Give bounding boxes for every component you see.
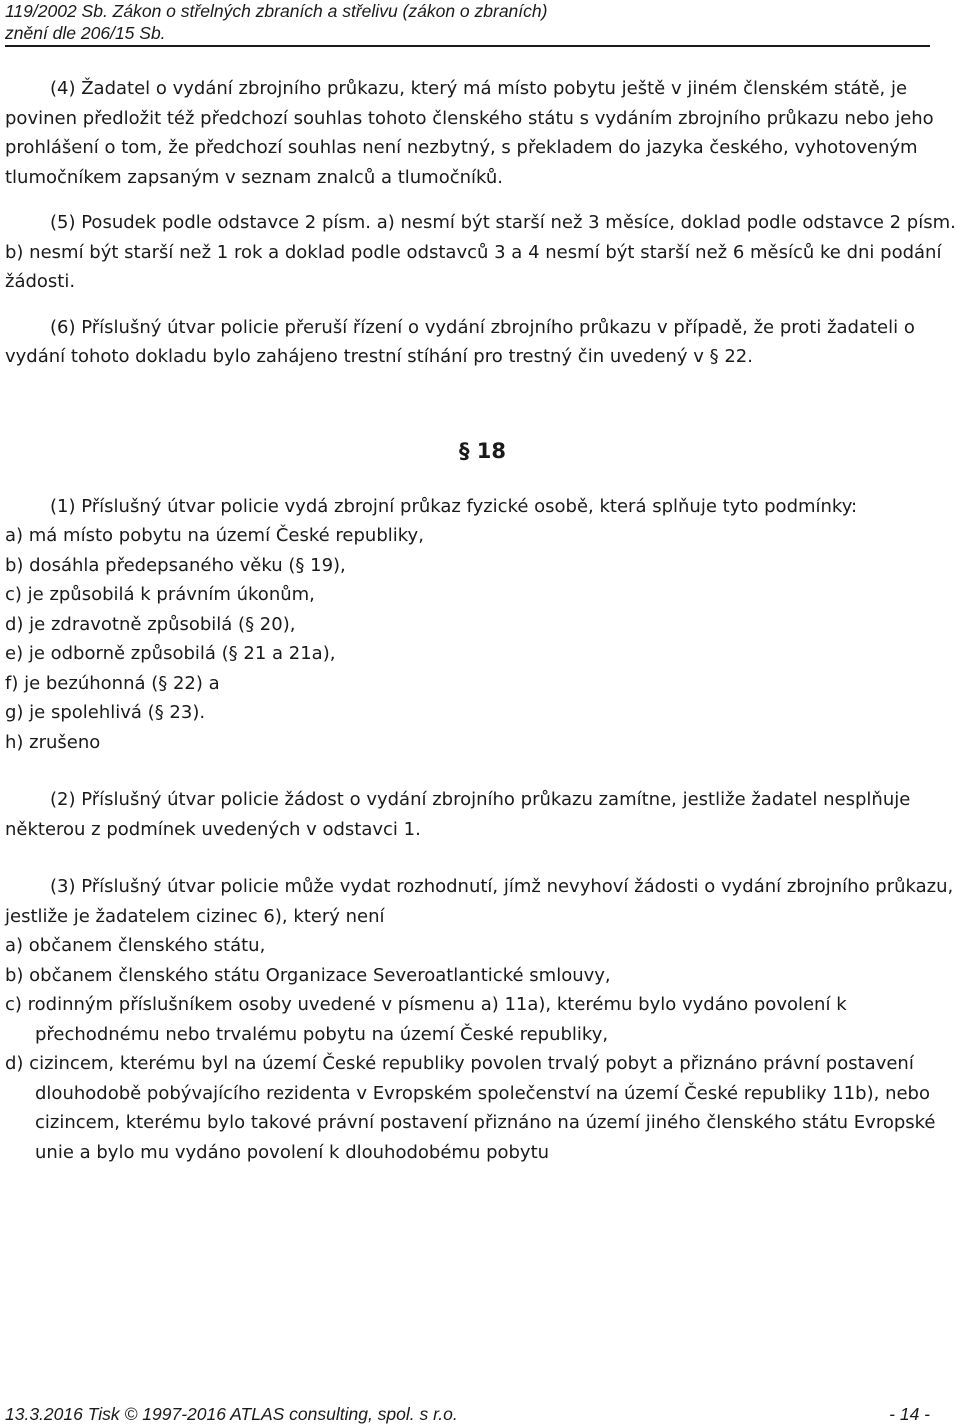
paragraph-6: (6) Příslušný útvar policie přeruší řízení o vydání zbrojního průkazu v případě, že proti žadateli o vydání tohoto dokladu bylo zahájeno trestní stíhání pro trestný čin uvedený v § 22. (5, 316, 915, 367)
list-item: d) je zdravotně způsobilá (§ 20), (5, 613, 296, 635)
list-item: d) cizincem, kterému byl na území České republiky povolen trvalý pobyt a přiznáno právní postavení dlouhodobě pobývajícího rezidenta v Evropském společenství na území České republiky 11b), nebo cizincem, kterému bylo takové právní postavení přiznáno na území jiného členského státu Evropské unie a bylo mu vydáno povolení k dlouhodobému pobytu (5, 1053, 936, 1163)
document-body (5, 74, 960, 1183)
list-item: a) občanem členského státu, (5, 935, 266, 956)
header-divider (5, 45, 930, 47)
section-heading: § 18 (458, 438, 507, 463)
header-law-title: 119/2002 Sb. Zákon o střelných zbraních a střelivu (zákon o zbraních) (5, 1, 548, 21)
foreigner-list (5, 931, 960, 1167)
page-number: - 14 - (889, 1404, 930, 1424)
list-item: g) je spolehlivá (§ 23). (5, 702, 206, 723)
list-item: h) zrušeno (5, 731, 101, 753)
list-item: b) občanem členského státu Organizace Severoatlantické smlouvy, (5, 964, 611, 986)
footer-print-info: 13.3.2016 Tisk © 1997-2016 ATLAS consulting, spol. s r.o. (5, 1404, 458, 1424)
list-item: a) má místo pobytu na území České republiky, (5, 525, 424, 546)
list-item: c) je způsobilá k právním úkonům, (5, 584, 315, 605)
conditions-list (5, 521, 960, 757)
page-header (5, 0, 930, 44)
section-para-1-intro: (1) Příslušný útvar policie vydá zbrojní průkaz fyzické osobě, která splňuje tyto podmínky: (50, 495, 858, 517)
section-para-2: (2) Příslušný útvar policie žádost o vydání zbrojního průkazu zamítne, jestliže žadatel nesplňuje některou z podmínek uvedených v odstavci 1. (5, 789, 911, 840)
paragraph-5: (5) Posudek podle odstavce 2 písm. a) nesmí být starší než 3 měsíce, doklad podle odstavce 2 písm. b) nesmí být starší než 1 rok a doklad podle odstavců 3 a 4 nesmí být starší než 6 měsíců ke dni podání žádosti. (5, 212, 956, 292)
paragraph-4: (4) Žadatel o vydání zbrojního průkazu, který má místo pobytu ještě v jiném členském státě, je povinen předložit též předchozí souhlas tohoto členského státu s vydáním zbrojního průkazu nebo jeho prohlášení o tom, že předchozí souhlas není nezbytný, s překladem do jazyka českého, vyhotoveným tlumočníkem zapsaným v seznam znalců a tlumočníků. (5, 78, 934, 188)
list-item: b) dosáhla předepsaného věku (§ 19), (5, 554, 346, 576)
list-item: e) je odborně způsobilá (§ 21 a 21a), (5, 643, 336, 664)
list-item: c) rodinným příslušníkem osoby uvedené v písmenu a) 11a), kterému bylo vydáno povolení k přechodnému nebo trvalému pobytu na území České republiky, (5, 994, 847, 1045)
header-version: znění dle 206/15 Sb. (5, 23, 166, 43)
section-para-3-intro: (3) Příslušný útvar policie může vydat rozhodnutí, jímž nevyhoví žádosti o vydání zbrojního průkazu, jestliže je žadatelem cizinec 6), který není (5, 876, 954, 927)
list-item: f) je bezúhonná (§ 22) a (5, 672, 220, 694)
